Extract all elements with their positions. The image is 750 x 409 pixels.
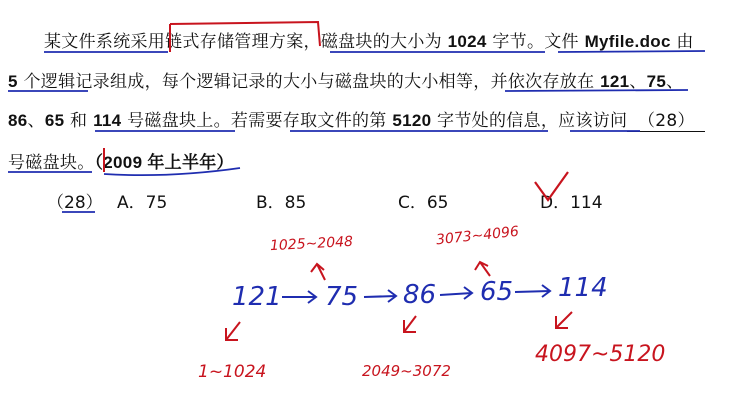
option-d: D．114 [540,193,603,213]
question-line-4 [8,148,234,173]
chain-arrow-icon [282,291,316,303]
chain-block-65: 65 [480,277,514,307]
block-number: 121 [600,72,630,91]
text-segment: 、 [666,72,684,92]
range-label-121: 1~1024 [198,362,267,382]
block-number: 75 [646,72,667,91]
red-arrow-icon [311,264,325,280]
block-number: 114 [93,111,122,130]
option-c: C．65 [398,193,449,213]
question-line-1 [44,27,694,52]
block-number: 65 [44,111,65,130]
record-count: 5 [8,72,18,91]
range-label-86: 2049~3072 [362,362,451,380]
block-size: 1024 [447,32,487,51]
chain-arrow-icon [364,290,396,302]
red-arrow-icon [475,262,490,276]
red-arrow-icon [404,316,416,332]
text-segment: 号磁盘块。 [8,153,95,173]
chain-arrow-icon [515,285,550,297]
question-line-3 [8,106,705,132]
options-label: （28） [47,193,103,213]
chain-block-75: 75 [325,282,359,312]
block-number: 86 [8,111,28,130]
highlighted-term: 链式存储管理方案 [165,32,304,52]
range-label-65: 3073~4096 [435,223,520,249]
chain-block-121: 121 [232,282,282,312]
red-arrow-icon [226,322,240,340]
text-segment: 和 [64,111,94,131]
chain-arrow-icon [440,287,472,299]
range-label-75: 1025~2048 [269,233,354,255]
chain-block-86: 86 [403,280,437,310]
text-segment: 号磁盘块上。若需要存取文件的第 [121,111,393,131]
text-segment: 、 [629,72,647,92]
text-segment: 字节。文件 [486,32,585,52]
text-segment: ，磁盘块的大小为 [303,32,448,52]
file-name: Myfile.doc [584,32,671,51]
text-segment: 某文件系统采用 [44,32,166,52]
text-segment: 由 [670,32,694,52]
answer-blank: （28） [627,106,705,132]
option-a: A．75 [117,193,168,213]
byte-offset: 5120 [392,111,432,130]
chain-block-114: 114 [558,273,608,303]
text-segment: 字节处的信息，应该访问 [431,111,628,131]
text-segment: 个逻辑记录组成，每个逻辑记录的大小与磁盘块的大小相等，并依次存放在 [17,72,601,92]
question-line-2 [8,67,683,92]
red-arrow-icon [556,312,572,328]
exam-year: （2009 年上半年） [94,153,234,172]
range-label-114: 4097~5120 [535,342,666,367]
option-b: B．85 [256,193,307,213]
text-segment: 、 [27,111,45,131]
